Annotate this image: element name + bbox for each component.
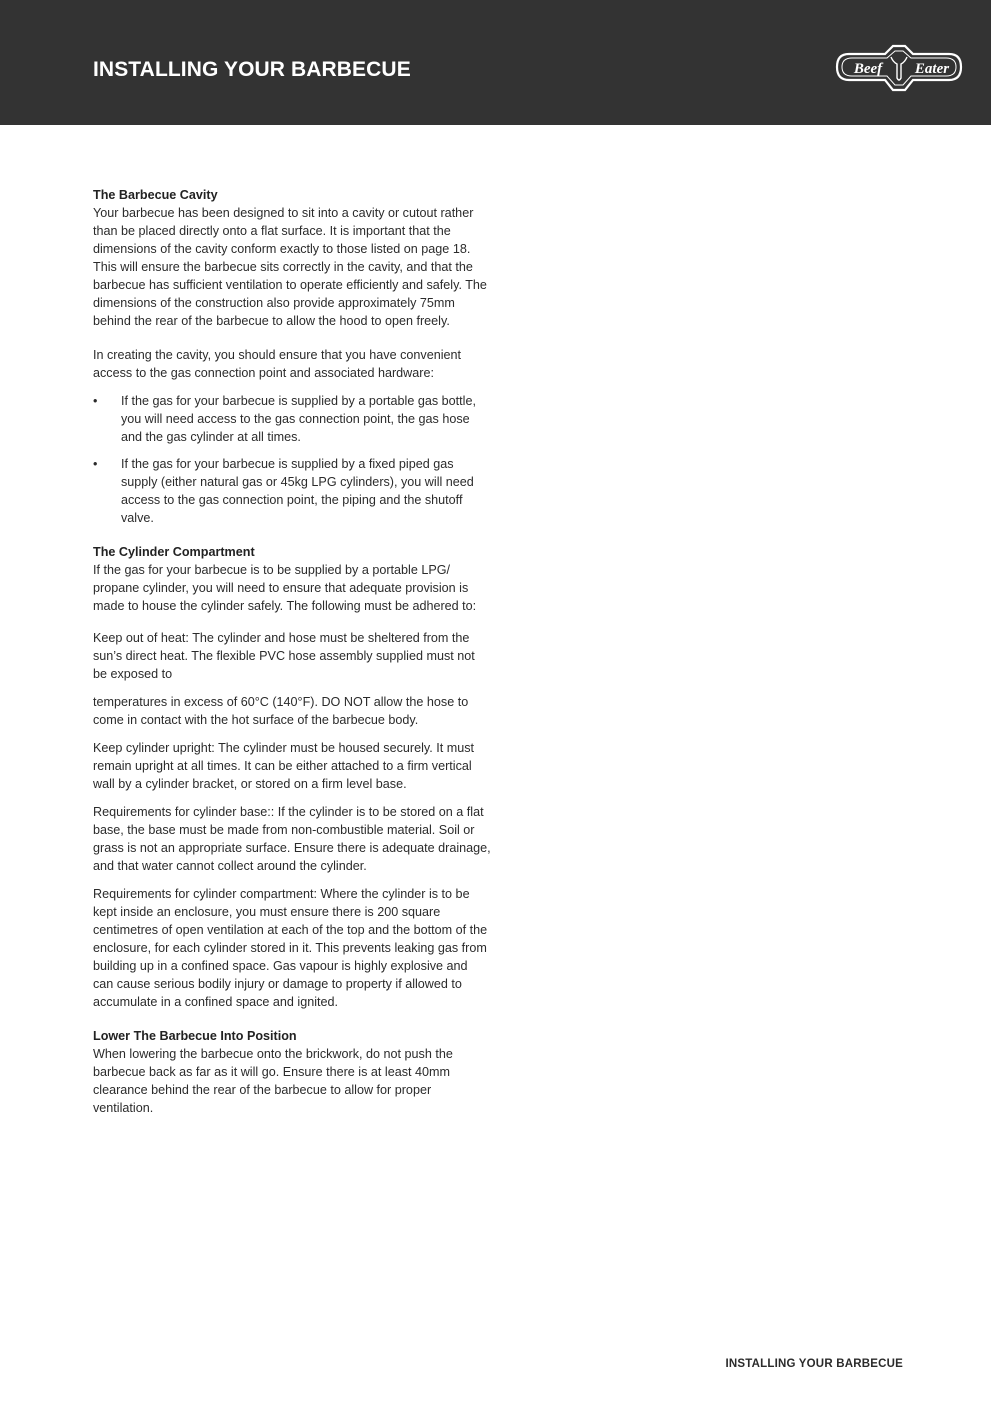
page-header — [0, 0, 991, 125]
paragraph: temperatures in excess of 60°C (140°F). DO NOT allow the hose to come in contact with the hot surface of the barbecue body. — [93, 695, 469, 727]
list-item-text: If the gas for your barbecue is supplied by a portable gas bottle, you will need access to the gas connection point, the gas hose and the gas cylinder at all times. — [121, 394, 476, 444]
section-heading-lower: Lower The Barbecue Into Position — [93, 1029, 297, 1043]
svg-text:Eater: Eater — [914, 61, 950, 77]
paragraph: When lowering the barbecue onto the brickwork, do not push the barbecue back as far as it will go. Ensure there is at least 40mm clearance behind the rear of the barbecue to allow for proper ventilation. — [93, 1047, 453, 1115]
paragraph: Requirements for cylinder base:: If the cylinder is to be stored on a flat base, the base must be made from non-combustible material. Soil or grass is not an appropriate surface. Ensure there is adequate drainage, and that water cannot collect around the cylinder. — [93, 805, 491, 873]
paragraph: Requirements for cylinder compartment: Where the cylinder is to be kept inside an enclosure, you must ensure there is 200 square centimetres of open ventilation at each of the top and the bottom of the enclosure, for each cylinder stored in it. This prevents leaking gas from building up in a confined space. Gas vapour is highly explosive and can cause serious bodily injury or damage to property if allowed to accumulate in a confined space and ignited. — [93, 887, 488, 1009]
bullet-list — [93, 392, 491, 527]
paragraph: If the gas for your barbecue is to be supplied by a portable LPG/ propane cylinder, you will need to ensure that adequate provision is made to house the cylinder safely. The following must be adhered to: — [93, 563, 477, 613]
bull-head-icon — [891, 57, 907, 80]
paragraph: Keep cylinder upright: The cylinder must be housed securely. It must remain upright at all times. It can be either attached to a firm vertical wall by a cylinder bracket, or stored on a firm level base. — [93, 741, 475, 791]
paragraph: Your barbecue has been designed to sit into a cavity or cutout rather than be placed directly onto a flat surface. It is important that the dimensions of the cavity conform exactly to those listed on page 18. This will ensure the barbecue sits correctly in the cavity, and that the barbecue has sufficient ventilation to operate efficiently and safely. The dimensions of the construction also provide approximately 75mm behind the rear of the barbecue to allow the hood to open freely. — [93, 206, 487, 328]
bullet-icon: • — [93, 394, 98, 408]
page-title: INSTALLING YOUR BARBECUE — [93, 58, 411, 81]
list-item — [93, 392, 491, 446]
bullet-icon: • — [93, 457, 98, 471]
footer-section-label: INSTALLING YOUR BARBECUE — [725, 1358, 903, 1370]
paragraph: In creating the cavity, you should ensure that you have convenient access to the gas connection point and associated hardware: — [93, 348, 462, 380]
section-heading-cylinder: The Cylinder Compartment — [93, 545, 255, 559]
svg-text:Beef: Beef — [853, 61, 883, 77]
list-item-text: If the gas for your barbecue is supplied by a fixed piped gas supply (either natural gas or 45kg LPG cylinders), you will need access to the gas connection point, the piping and the shutoff valve. — [121, 457, 474, 525]
main-content — [93, 186, 491, 1117]
list-item — [93, 455, 491, 527]
section-heading-cavity: The Barbecue Cavity — [93, 188, 218, 202]
beefeater-logo — [835, 40, 963, 94]
paragraph: Keep out of heat: The cylinder and hose must be sheltered from the sun’s direct heat. The flexible PVC hose assembly supplied must not be exposed to — [93, 631, 475, 681]
